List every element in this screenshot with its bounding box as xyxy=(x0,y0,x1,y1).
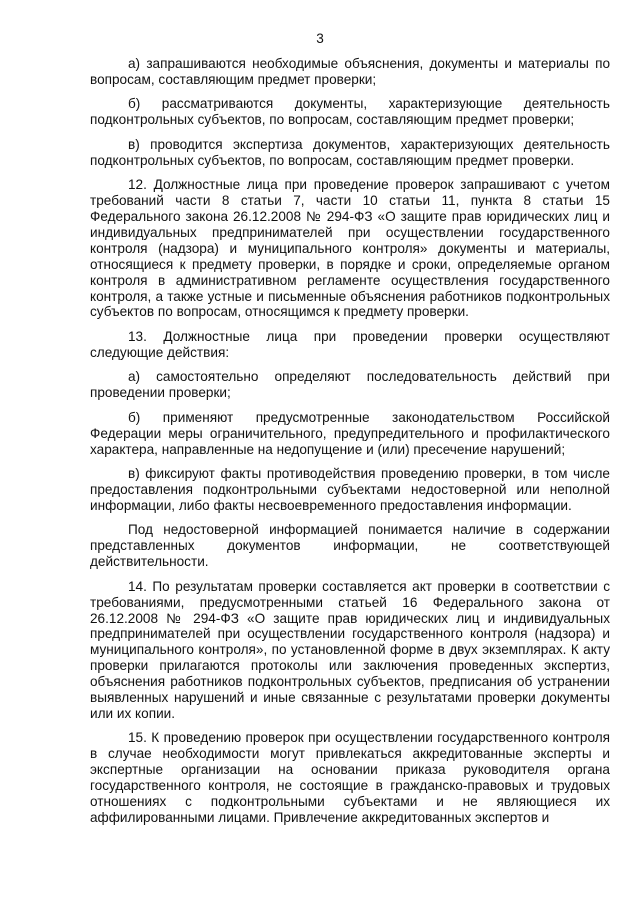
paragraph-clause-13-b: б) применяют предусмотренные законодательством Российской Федерации меры ограничительного, предупредительного и профилактического характера, направленные на недопущение и (или) пресечение нарушений; xyxy=(90,409,610,457)
paragraph-clause-14: 14. По результатам проверки составляется акт проверки в соответствии с требованиями, предусмотренными статьей 16 Федерального закона от 26.12.2008 № 294-ФЗ «О защите прав юридических лиц и индивидуальных предпринимателей при осуществлении государственного контроля (надзора) и муниципального контроля», по установленной форме в двух экземплярах. К акту проверки прилагаются протоколы или заключения проведенных экспертиз, объяснения работников подконтрольных субъектов, предписания об устранении выявленных нарушений и иные связанные с результатами проверки документы или их копии. xyxy=(90,578,610,721)
paragraph-clause-13: 13. Должностные лица при проведении проверки осуществляют следующие действия: xyxy=(90,328,610,360)
document-body xyxy=(90,56,610,826)
paragraph-item-v-expertise: в) проводится экспертиза документов, характеризующих деятельность подконтрольных субъектов, по вопросам, составляющим предмет проверки. xyxy=(90,136,610,168)
paragraph-clause-13-a: а) самостоятельно определяют последовательность действий при проведении проверки; xyxy=(90,369,610,401)
page-number: 3 xyxy=(316,31,324,46)
paragraph-item-a-explanations: а) запрашиваются необходимые объяснения, документы и материалы по вопросам, составляющим предмет проверки; xyxy=(90,56,610,87)
paragraph-clause-13-v: в) фиксируют факты противодействия проведению проверки, в том числе предоставления подконтрольными субъектами недостоверной или неполной информации, либо факты несвоевременного предоставления информации. xyxy=(90,466,610,513)
paragraph-unreliable-info-definition: Под недостоверной информацией понимается наличие в содержании представленных документов информации, не соответствующей действительности. xyxy=(90,522,610,570)
paragraph-clause-15: 15. К проведению проверок при осуществлении государственного контроля в случае необходимости могут привлекаться аккредитованные эксперты и экспертные организации на основании приказа руководителя органа государственного контроля, не состоящие в гражданско-правовых и трудовых отношениях с подконтрольными субъектами и не являющиеся их аффилированными лицами. Привлечение аккредитованных экспертов и xyxy=(90,730,610,825)
paragraph-clause-12: 12. Должностные лица при проведение проверок запрашивают с учетом требований части 8 статьи 7, части 10 статьи 11, пункта 8 статьи 15 Федерального закона 26.12.2008 № 294-ФЗ «О защите прав юридических лиц и индивидуальных предпринимателей при осуществлении государственного контроля (надзора) и муниципального контроля» документы и материалы, относящиеся к предмету проверки, в порядке и сроки, определяемые органом контроля в административном регламенте осуществления государственного контроля, а также устные и письменные объяснения работников подконтрольных субъектов по вопросам, относящимся к предмету проверки. xyxy=(90,177,610,320)
paragraph-item-b-documents: б) рассматриваются документы, характеризующие деятельность подконтрольных субъектов, по вопросам, составляющим предмет проверки; xyxy=(90,96,610,128)
